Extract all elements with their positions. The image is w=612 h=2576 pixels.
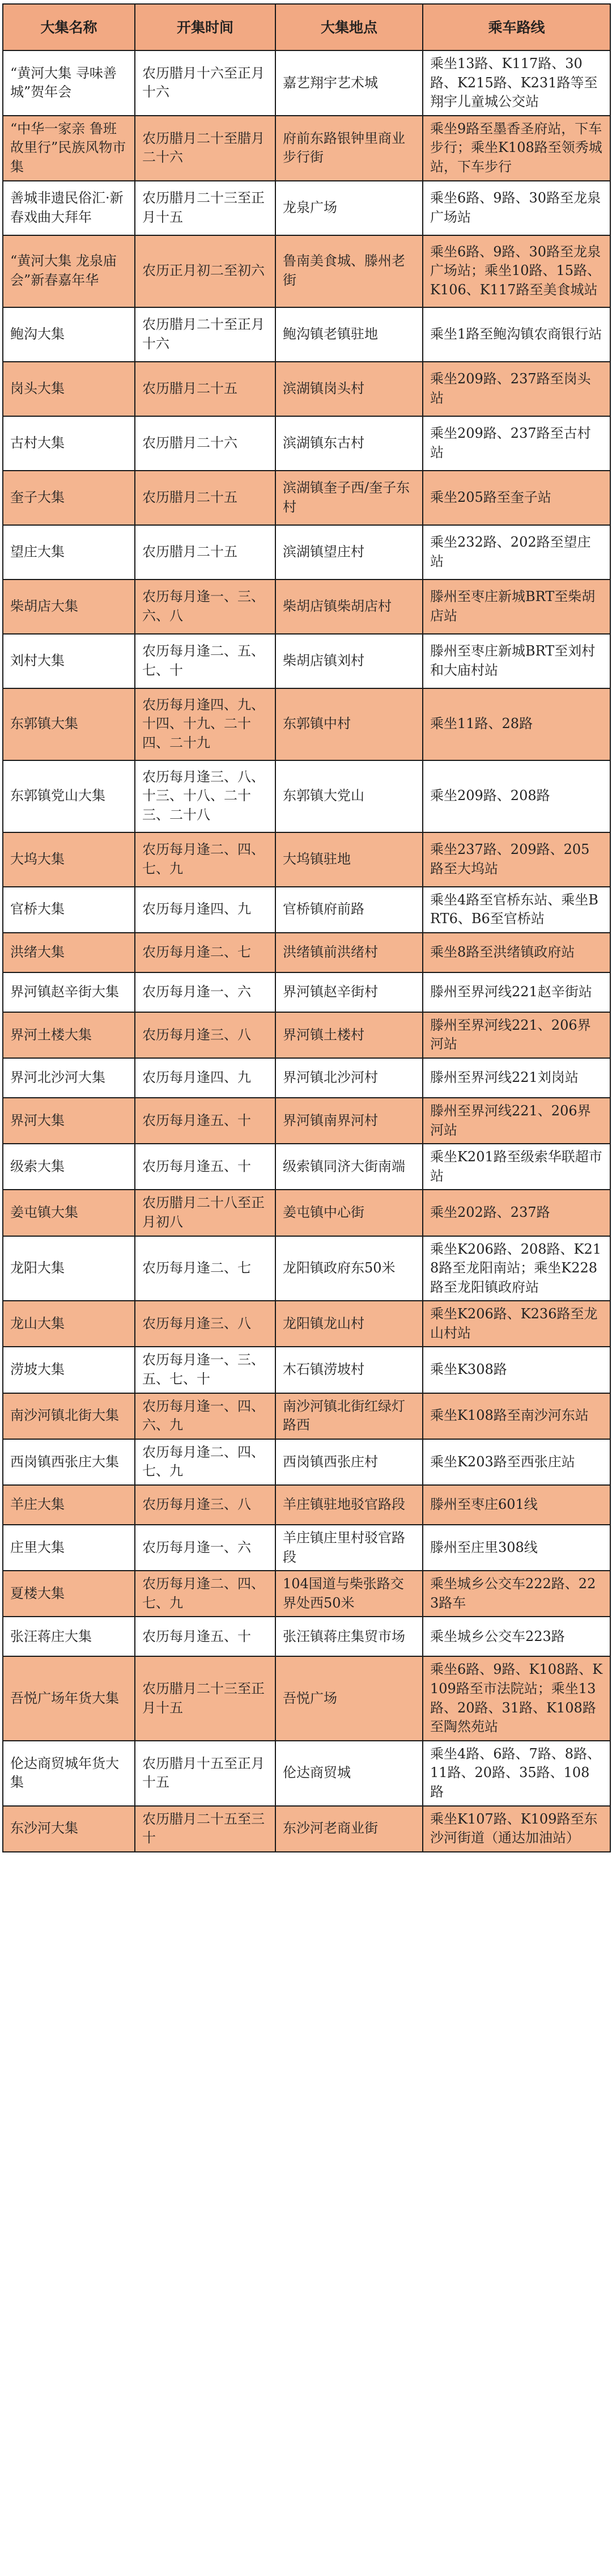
table-row — [3, 1806, 610, 1852]
table-row — [3, 416, 610, 471]
cell-open-time: 农历每月逢一、三、五、七、十 — [135, 1347, 275, 1393]
cell-location: 东郭镇中村 — [275, 688, 423, 760]
cell-market-name: 西岗镇西张庄大集 — [3, 1439, 135, 1485]
cell-open-time: 农历每月逢二、四、七、九 — [135, 1571, 275, 1617]
cell-open-time: 农历腊月二十五至三十 — [135, 1806, 275, 1852]
cell-market-name: 鲍沟大集 — [3, 307, 135, 362]
cell-market-name: 夏楼大集 — [3, 1571, 135, 1617]
cell-open-time: 农历每月逢二、七 — [135, 933, 275, 972]
cell-market-name: “黄河大集 龙泉庙会”新春嘉年华 — [3, 235, 135, 307]
cell-bus-route: 乘坐6路、9路、K108路、K109路至市法院站；乘坐13路、20路、31路、K108路至陶然苑站 — [423, 1656, 610, 1740]
cell-market-name: 洪绪大集 — [3, 933, 135, 972]
market-schedule-table — [2, 3, 611, 1852]
cell-market-name: “黄河大集 寻味善城”贺年会 — [3, 50, 135, 116]
cell-location: 姜屯镇中心街 — [275, 1190, 423, 1236]
table-row — [3, 634, 610, 688]
cell-location: 104国道与柴张路交界处西50米 — [275, 1571, 423, 1617]
cell-bus-route: 乘坐K206路、K236路至龙山村站 — [423, 1301, 610, 1347]
cell-location: 滨湖镇望庄村 — [275, 525, 423, 580]
cell-bus-route: 乘坐4路、6路、7路、8路、11路、20路、35路、108路 — [423, 1741, 610, 1806]
cell-open-time: 农历腊月十五至正月十五 — [135, 1741, 275, 1806]
table-row — [3, 471, 610, 525]
cell-market-name: 龙山大集 — [3, 1301, 135, 1347]
cell-market-name: 东郭镇大集 — [3, 688, 135, 760]
cell-location: 东郭镇大党山 — [275, 760, 423, 832]
cell-bus-route: 滕州至枣庄新城BRT至柴胡店站 — [423, 580, 610, 634]
cell-market-name: 东沙河大集 — [3, 1806, 135, 1852]
cell-location: 鲁南美食城、滕州老街 — [275, 235, 423, 307]
table-row — [3, 933, 610, 972]
table-row — [3, 307, 610, 362]
table-header-row — [3, 4, 610, 50]
table-row — [3, 1098, 610, 1144]
table-row — [3, 1144, 610, 1190]
cell-bus-route: 乘坐K107路、K109路至东沙河街道（通达加油站） — [423, 1806, 610, 1852]
cell-bus-route: 乘坐232路、202路至望庄站 — [423, 525, 610, 580]
table-row — [3, 1236, 610, 1301]
cell-location: 级索镇同济大街南端 — [275, 1144, 423, 1190]
cell-location: 羊庄镇庄里村驳官路段 — [275, 1525, 423, 1571]
cell-open-time: 农历腊月二十五 — [135, 362, 275, 416]
cell-market-name: 东郭镇党山大集 — [3, 760, 135, 832]
cell-market-name: 庄里大集 — [3, 1525, 135, 1571]
cell-open-time: 农历每月逢二、四、七、九 — [135, 1439, 275, 1485]
cell-open-time: 农历每月逢五、十 — [135, 1144, 275, 1190]
cell-location: 东沙河老商业街 — [275, 1806, 423, 1852]
cell-market-name: 级索大集 — [3, 1144, 135, 1190]
table-row — [3, 1347, 610, 1393]
cell-bus-route: 滕州至界河线221刘岗站 — [423, 1058, 610, 1098]
table-row — [3, 181, 610, 235]
cell-open-time: 农历每月逢三、八、十三、十八、二十三、二十八 — [135, 760, 275, 832]
cell-open-time: 农历腊月二十三至正月十五 — [135, 181, 275, 235]
cell-market-name: 涝坡大集 — [3, 1347, 135, 1393]
cell-bus-route: 乘坐6路、9路、30路至龙泉广场站；乘坐10路、15路、K106、K117路至美食城站 — [423, 235, 610, 307]
cell-open-time: 农历每月逢四、九 — [135, 1058, 275, 1098]
header-market-name: 大集名称 — [3, 4, 135, 50]
cell-location: 界河镇南界河村 — [275, 1098, 423, 1144]
cell-open-time: 农历每月逢五、十 — [135, 1098, 275, 1144]
cell-location: 吾悦广场 — [275, 1656, 423, 1740]
table-row — [3, 1190, 610, 1236]
cell-bus-route: 乘坐城乡公交车223路 — [423, 1617, 610, 1656]
table-row — [3, 1571, 610, 1617]
cell-location: 西岗镇西张庄村 — [275, 1439, 423, 1485]
cell-market-name: 望庄大集 — [3, 525, 135, 580]
cell-open-time: 农历腊月二十至腊月二十六 — [135, 116, 275, 181]
cell-market-name: 大坞大集 — [3, 832, 135, 887]
cell-open-time: 农历每月逢二、七 — [135, 1236, 275, 1301]
cell-open-time: 农历每月逢二、四、七、九 — [135, 832, 275, 887]
cell-bus-route: 乘坐13路、K117路、30路、K215路、K231路等至翔宇儿童城公交站 — [423, 50, 610, 116]
header-open-time: 开集时间 — [135, 4, 275, 50]
cell-bus-route: 滕州至庄里308线 — [423, 1525, 610, 1571]
cell-market-name: 吾悦广场年货大集 — [3, 1656, 135, 1740]
cell-market-name: 界河镇赵辛街大集 — [3, 972, 135, 1012]
cell-bus-route: 乘坐K108路至南沙河东站 — [423, 1393, 610, 1439]
cell-bus-route: 滕州至枣庄601线 — [423, 1485, 610, 1525]
cell-market-name: 界河大集 — [3, 1098, 135, 1144]
cell-location: 嘉艺翔宇艺术城 — [275, 50, 423, 116]
cell-location: 南沙河镇北街红绿灯路西 — [275, 1393, 423, 1439]
cell-bus-route: 乘坐K203路至西张庄站 — [423, 1439, 610, 1485]
cell-location: 洪绪镇前洪绪村 — [275, 933, 423, 972]
cell-open-time: 农历每月逢五、十 — [135, 1617, 275, 1656]
header-bus-route: 乘车路线 — [423, 4, 610, 50]
table-row — [3, 760, 610, 832]
table-row — [3, 1301, 610, 1347]
cell-location: 龙阳镇政府东50米 — [275, 1236, 423, 1301]
cell-bus-route: 乘坐209路、208路 — [423, 760, 610, 832]
cell-open-time: 农历每月逢一、六 — [135, 1525, 275, 1571]
cell-market-name: “中华一家亲 鲁班故里行”民族风物市集 — [3, 116, 135, 181]
cell-location: 羊庄镇驻地驳官路段 — [275, 1485, 423, 1525]
cell-market-name: 古村大集 — [3, 416, 135, 471]
cell-location: 柴胡店镇柴胡店村 — [275, 580, 423, 634]
cell-bus-route: 乘坐K308路 — [423, 1347, 610, 1393]
cell-open-time: 农历每月逢四、九 — [135, 887, 275, 933]
header-location: 大集地点 — [275, 4, 423, 50]
cell-bus-route: 滕州至枣庄新城BRT至刘村和大庙村站 — [423, 634, 610, 688]
cell-bus-route: 乘坐205路至奎子站 — [423, 471, 610, 525]
cell-open-time: 农历腊月二十六 — [135, 416, 275, 471]
cell-location: 界河镇土楼村 — [275, 1012, 423, 1058]
cell-location: 界河镇赵辛街村 — [275, 972, 423, 1012]
cell-open-time: 农历每月逢三、八 — [135, 1012, 275, 1058]
cell-market-name: 柴胡店大集 — [3, 580, 135, 634]
table-row — [3, 525, 610, 580]
cell-bus-route: 乘坐1路至鲍沟镇农商银行站 — [423, 307, 610, 362]
table-row — [3, 580, 610, 634]
cell-market-name: 界河北沙河大集 — [3, 1058, 135, 1098]
cell-open-time: 农历每月逢三、八 — [135, 1301, 275, 1347]
cell-location: 滨湖镇东古村 — [275, 416, 423, 471]
cell-bus-route: 乘坐4路至官桥东站、乘坐BRT6、B6至官桥站 — [423, 887, 610, 933]
cell-location: 龙阳镇龙山村 — [275, 1301, 423, 1347]
cell-location: 张汪镇蒋庄集贸市场 — [275, 1617, 423, 1656]
cell-bus-route: 滕州至界河线221、206界河站 — [423, 1012, 610, 1058]
cell-market-name: 张汪蒋庄大集 — [3, 1617, 135, 1656]
table-row — [3, 972, 610, 1012]
cell-market-name: 伦达商贸城年货大集 — [3, 1741, 135, 1806]
table-row — [3, 1012, 610, 1058]
cell-location: 柴胡店镇刘村 — [275, 634, 423, 688]
cell-bus-route: 乘坐K201路至级索华联超市站 — [423, 1144, 610, 1190]
cell-open-time: 农历腊月二十五 — [135, 471, 275, 525]
cell-location: 滨湖镇岗头村 — [275, 362, 423, 416]
table-row — [3, 235, 610, 307]
cell-market-name: 羊庄大集 — [3, 1485, 135, 1525]
cell-open-time: 农历腊月二十八至正月初八 — [135, 1190, 275, 1236]
cell-bus-route: 乘坐6路、9路、30路至龙泉广场站 — [423, 181, 610, 235]
cell-location: 官桥镇府前路 — [275, 887, 423, 933]
table-row — [3, 887, 610, 933]
cell-location: 龙泉广场 — [275, 181, 423, 235]
table-row — [3, 1439, 610, 1485]
cell-open-time: 农历腊月十六至正月十六 — [135, 50, 275, 116]
cell-bus-route: 乘坐237路、209路、205路至大坞站 — [423, 832, 610, 887]
table-row — [3, 832, 610, 887]
table-row — [3, 1617, 610, 1656]
cell-location: 滨湖镇奎子西/奎子东村 — [275, 471, 423, 525]
cell-bus-route: 乘坐209路、237路至岗头站 — [423, 362, 610, 416]
cell-open-time: 农历腊月二十三至正月十五 — [135, 1656, 275, 1740]
cell-market-name: 官桥大集 — [3, 887, 135, 933]
cell-market-name: 刘村大集 — [3, 634, 135, 688]
cell-bus-route: 乘坐9路至墨香圣府站，下车步行；乘坐K108路至领秀城站，下车步行 — [423, 116, 610, 181]
table-row — [3, 1741, 610, 1806]
cell-open-time: 农历正月初二至初六 — [135, 235, 275, 307]
cell-market-name: 姜屯镇大集 — [3, 1190, 135, 1236]
cell-open-time: 农历每月逢三、八 — [135, 1485, 275, 1525]
cell-bus-route: 乘坐202路、237路 — [423, 1190, 610, 1236]
cell-open-time: 农历每月逢二、五、七、十 — [135, 634, 275, 688]
cell-open-time: 农历每月逢一、四、六、九 — [135, 1393, 275, 1439]
cell-bus-route: 滕州至界河线221、206界河站 — [423, 1098, 610, 1144]
table-row — [3, 50, 610, 116]
cell-location: 木石镇涝坡村 — [275, 1347, 423, 1393]
table-row — [3, 1656, 610, 1740]
table-row — [3, 1058, 610, 1098]
cell-location: 界河镇北沙河村 — [275, 1058, 423, 1098]
table-row — [3, 688, 610, 760]
cell-market-name: 界河土楼大集 — [3, 1012, 135, 1058]
table-row — [3, 116, 610, 181]
cell-market-name: 龙阳大集 — [3, 1236, 135, 1301]
cell-market-name: 南沙河镇北街大集 — [3, 1393, 135, 1439]
cell-bus-route: 滕州至界河线221赵辛街站 — [423, 972, 610, 1012]
cell-bus-route: 乘坐11路、28路 — [423, 688, 610, 760]
cell-market-name: 岗头大集 — [3, 362, 135, 416]
table-body — [3, 50, 610, 1852]
cell-bus-route: 乘坐8路至洪绪镇政府站 — [423, 933, 610, 972]
table-row — [3, 1525, 610, 1571]
cell-open-time: 农历腊月二十至正月十六 — [135, 307, 275, 362]
cell-open-time: 农历腊月二十五 — [135, 525, 275, 580]
cell-bus-route: 乘坐209路、237路至古村站 — [423, 416, 610, 471]
cell-open-time: 农历每月逢一、三、六、八 — [135, 580, 275, 634]
cell-market-name: 奎子大集 — [3, 471, 135, 525]
table-row — [3, 1485, 610, 1525]
cell-bus-route: 乘坐城乡公交车222路、223路车 — [423, 1571, 610, 1617]
cell-market-name: 善城非遗民俗汇·新春戏曲大拜年 — [3, 181, 135, 235]
cell-open-time: 农历每月逢四、九、十四、十九、二十四、二十九 — [135, 688, 275, 760]
cell-location: 鲍沟镇老镇驻地 — [275, 307, 423, 362]
cell-location: 伦达商贸城 — [275, 1741, 423, 1806]
table-row — [3, 362, 610, 416]
cell-location: 大坞镇驻地 — [275, 832, 423, 887]
cell-bus-route: 乘坐K206路、208路、K218路至龙阳南站；乘坐K228路至龙阳镇政府站 — [423, 1236, 610, 1301]
table-row — [3, 1393, 610, 1439]
cell-open-time: 农历每月逢一、六 — [135, 972, 275, 1012]
cell-location: 府前东路银钟里商业步行街 — [275, 116, 423, 181]
